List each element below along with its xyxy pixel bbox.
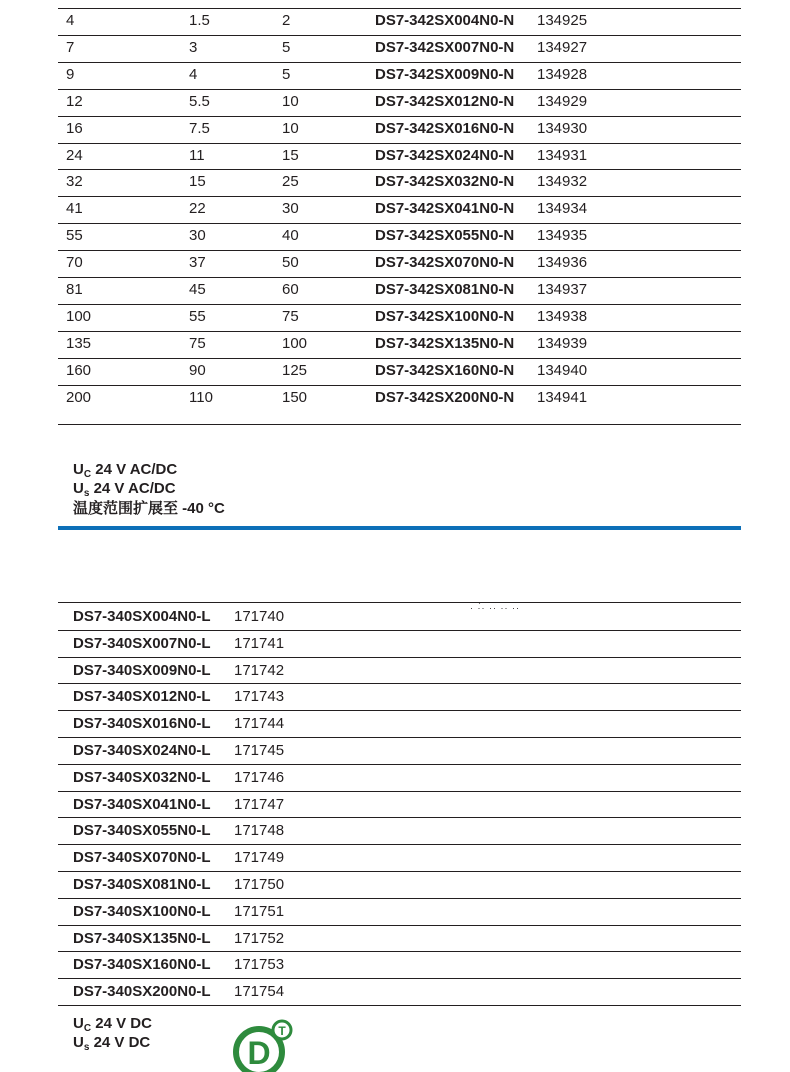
cell-article-number: 134927 — [537, 38, 588, 56]
cell-power-1: 22 — [189, 200, 206, 218]
cell-power-1: 5.5 — [189, 92, 210, 110]
cell-power-2: 50 — [282, 254, 299, 272]
cell-part-number: DS7-340SX012N0-L — [73, 688, 211, 706]
table-row — [58, 978, 741, 1004]
note-top-line3: 温度范围扩展至 -40 °C — [73, 500, 225, 517]
table-row — [58, 925, 741, 951]
top-table-bottom-rule — [58, 424, 741, 425]
cell-article-number: 171748 — [234, 822, 285, 840]
cell-power-2: 150 — [282, 388, 308, 406]
cell-part-number: DS7-340SX160N0-L — [73, 956, 211, 974]
row-divider — [58, 1005, 741, 1006]
cell-rated-current: 81 — [66, 281, 83, 298]
cell-power-2: 15 — [282, 146, 299, 164]
cell-power-2: 100 — [282, 334, 308, 352]
cell-part-number: DS7-340SX081N0-L — [73, 876, 211, 893]
cell-rated-current: 55 — [66, 227, 83, 245]
cell-part-number: DS7-340SX070N0-L — [73, 849, 211, 867]
cell-article-number: 171749 — [234, 849, 285, 867]
cell-power-1: 1.5 — [189, 12, 210, 29]
cell-part-number: DS7-342SX007N0-N — [375, 38, 515, 56]
table-row — [58, 630, 741, 656]
cell-part-number: DS7-342SX055N0-N — [375, 227, 515, 245]
cell-part-number: DS7-340SX024N0-L — [73, 742, 211, 759]
cell-article-number: 134941 — [537, 388, 588, 406]
cell-rated-current: 4 — [66, 12, 75, 29]
cell-power-2: 60 — [282, 281, 299, 298]
cell-part-number: DS7-340SX041N0-L — [73, 795, 211, 813]
cell-rated-current: 12 — [66, 92, 83, 110]
table-row — [58, 249, 741, 275]
cell-power-2: 40 — [282, 227, 299, 245]
table-row — [58, 88, 741, 114]
logo-letter: D — [247, 1035, 271, 1071]
table-row — [58, 657, 741, 683]
cell-article-number: 171751 — [234, 902, 285, 920]
table-row — [58, 276, 741, 302]
cell-part-number: DS7-342SX135N0-N — [375, 334, 515, 352]
cell-power-2: 25 — [282, 173, 299, 191]
cell-article-number: 171742 — [234, 661, 285, 679]
cell-rated-current: 200 — [66, 388, 92, 406]
table-row — [58, 791, 741, 817]
cell-part-number: DS7-340SX032N0-L — [73, 768, 211, 786]
table-row — [58, 710, 741, 736]
cell-article-number: 171750 — [234, 876, 285, 893]
cell-rated-current: 70 — [66, 254, 83, 272]
cell-part-number: DS7-340SX009N0-L — [73, 661, 211, 679]
table-row — [58, 384, 741, 410]
cell-article-number: 134936 — [537, 254, 588, 272]
table-row — [58, 142, 741, 168]
cell-power-2: 75 — [282, 307, 299, 325]
cell-power-1: 90 — [189, 361, 206, 379]
cell-part-number: DS7-340SX055N0-L — [73, 822, 211, 840]
cell-part-number: DS7-342SX012N0-N — [375, 92, 515, 110]
cell-article-number: 134931 — [537, 146, 588, 164]
table-row — [58, 115, 741, 141]
cell-article-number: 171746 — [234, 768, 285, 786]
note-top-line2: $U_s$ 24 V AC/DC — [73, 480, 176, 499]
cell-article-number: 134925 — [537, 12, 588, 29]
cell-part-number: DS7-340SX100N0-L — [73, 902, 211, 920]
cell-power-1: 75 — [189, 334, 206, 352]
cell-rated-current: 135 — [66, 334, 92, 352]
cell-article-number: 134932 — [537, 173, 588, 191]
cell-power-1: 15 — [189, 173, 206, 191]
cell-power-1: 11 — [189, 146, 205, 164]
cell-power-1: 45 — [189, 281, 206, 298]
cell-rated-current: 160 — [66, 361, 92, 379]
cell-power-1: 3 — [189, 38, 198, 56]
cell-part-number: DS7-342SX041N0-N — [375, 200, 515, 218]
cell-part-number: DS7-342SX032N0-N — [375, 173, 515, 191]
cell-power-2: 125 — [282, 361, 308, 379]
cell-rated-current: 16 — [66, 119, 83, 137]
logo-badge-letter: T — [278, 1024, 286, 1038]
table-row — [58, 898, 741, 924]
cell-power-1: 110 — [189, 388, 213, 406]
cell-part-number: DS7-342SX004N0-N — [375, 12, 515, 29]
cell-power-2: 5 — [282, 38, 291, 56]
top-table-top-rule — [58, 8, 741, 9]
table-row — [58, 34, 741, 60]
cell-article-number: 171741 — [234, 634, 285, 652]
table-row — [58, 357, 741, 383]
table-row — [58, 844, 741, 870]
cell-article-number: 171752 — [234, 929, 285, 947]
cell-rated-current: 32 — [66, 173, 83, 191]
cell-article-number: 134934 — [537, 200, 588, 218]
cell-part-number: DS7-342SX070N0-N — [375, 254, 515, 272]
cell-power-2: 10 — [282, 92, 299, 110]
cell-power-1: 30 — [189, 227, 206, 245]
cell-rated-current: 9 — [66, 65, 75, 83]
section-divider — [58, 526, 741, 530]
cell-article-number: 171747 — [234, 795, 285, 813]
cell-part-number: DS7-340SX135N0-L — [73, 929, 211, 947]
table-row — [58, 195, 741, 221]
cell-power-1: 37 — [189, 254, 206, 272]
table-row — [58, 168, 741, 194]
cell-part-number: DS7-340SX200N0-L — [73, 983, 211, 1001]
table-row — [58, 330, 741, 356]
header-marks: · ·́· ·· ·· ·· — [470, 603, 520, 613]
cell-article-number: 171753 — [234, 956, 285, 974]
cell-article-number: 171745 — [234, 742, 285, 759]
cell-part-number: DS7-340SX007N0-L — [73, 634, 211, 652]
cell-rated-current: 24 — [66, 146, 83, 164]
cell-part-number: DS7-342SX009N0-N — [375, 65, 515, 83]
table-row — [58, 61, 741, 87]
note-bottom-line1: $U_C$ 24 V DC — [73, 1015, 152, 1034]
cell-power-2: 2 — [282, 12, 291, 29]
cell-power-1: 4 — [189, 65, 198, 83]
cell-part-number: DS7-342SX024N0-N — [375, 146, 515, 164]
cell-article-number: 171743 — [234, 688, 285, 706]
cell-part-number: DS7-342SX016N0-N — [375, 119, 515, 137]
cell-part-number: DS7-342SX100N0-N — [375, 307, 515, 325]
cell-article-number: 134929 — [537, 92, 588, 110]
cell-article-number: 134938 — [537, 307, 588, 325]
cell-power-1: 55 — [189, 307, 206, 325]
cell-rated-current: 41 — [66, 200, 83, 218]
table-row — [58, 951, 741, 977]
cell-part-number: DS7-342SX200N0-N — [375, 388, 515, 406]
cell-article-number: 171754 — [234, 983, 285, 1001]
table-row — [58, 7, 741, 33]
table-row — [58, 683, 741, 709]
cell-article-number: 171744 — [234, 715, 285, 733]
table-row — [58, 817, 741, 843]
cell-article-number: 134930 — [537, 119, 588, 137]
cell-power-2: 30 — [282, 200, 299, 218]
cell-part-number: DS7-342SX160N0-N — [375, 361, 515, 379]
cell-rated-current: 7 — [66, 38, 75, 56]
cell-article-number: 171740 — [234, 608, 285, 625]
cell-article-number: 134939 — [537, 334, 588, 352]
table-row — [58, 222, 741, 248]
cell-article-number: 134928 — [537, 65, 588, 83]
cell-article-number: 134940 — [537, 361, 588, 379]
cell-power-2: 10 — [282, 119, 299, 137]
cell-power-2: 5 — [282, 65, 291, 83]
table-row — [58, 603, 741, 629]
cell-article-number: 134935 — [537, 227, 588, 245]
table-row — [58, 764, 741, 790]
table-row — [58, 737, 741, 763]
note-top-line1: $U_C$ 24 V AC/DC — [73, 461, 178, 480]
cell-part-number: DS7-342SX081N0-N — [375, 281, 515, 298]
cell-part-number: DS7-340SX004N0-L — [73, 608, 211, 625]
table-row — [58, 871, 741, 897]
cell-part-number: DS7-340SX016N0-L — [73, 715, 211, 733]
cell-power-1: 7.5 — [189, 119, 210, 137]
table-row — [58, 303, 741, 329]
cell-article-number: 134937 — [537, 281, 588, 298]
d-logo-icon — [230, 1018, 296, 1072]
note-bottom-line2: $U_s$ 24 V DC — [73, 1034, 151, 1053]
cell-rated-current: 100 — [66, 307, 92, 325]
